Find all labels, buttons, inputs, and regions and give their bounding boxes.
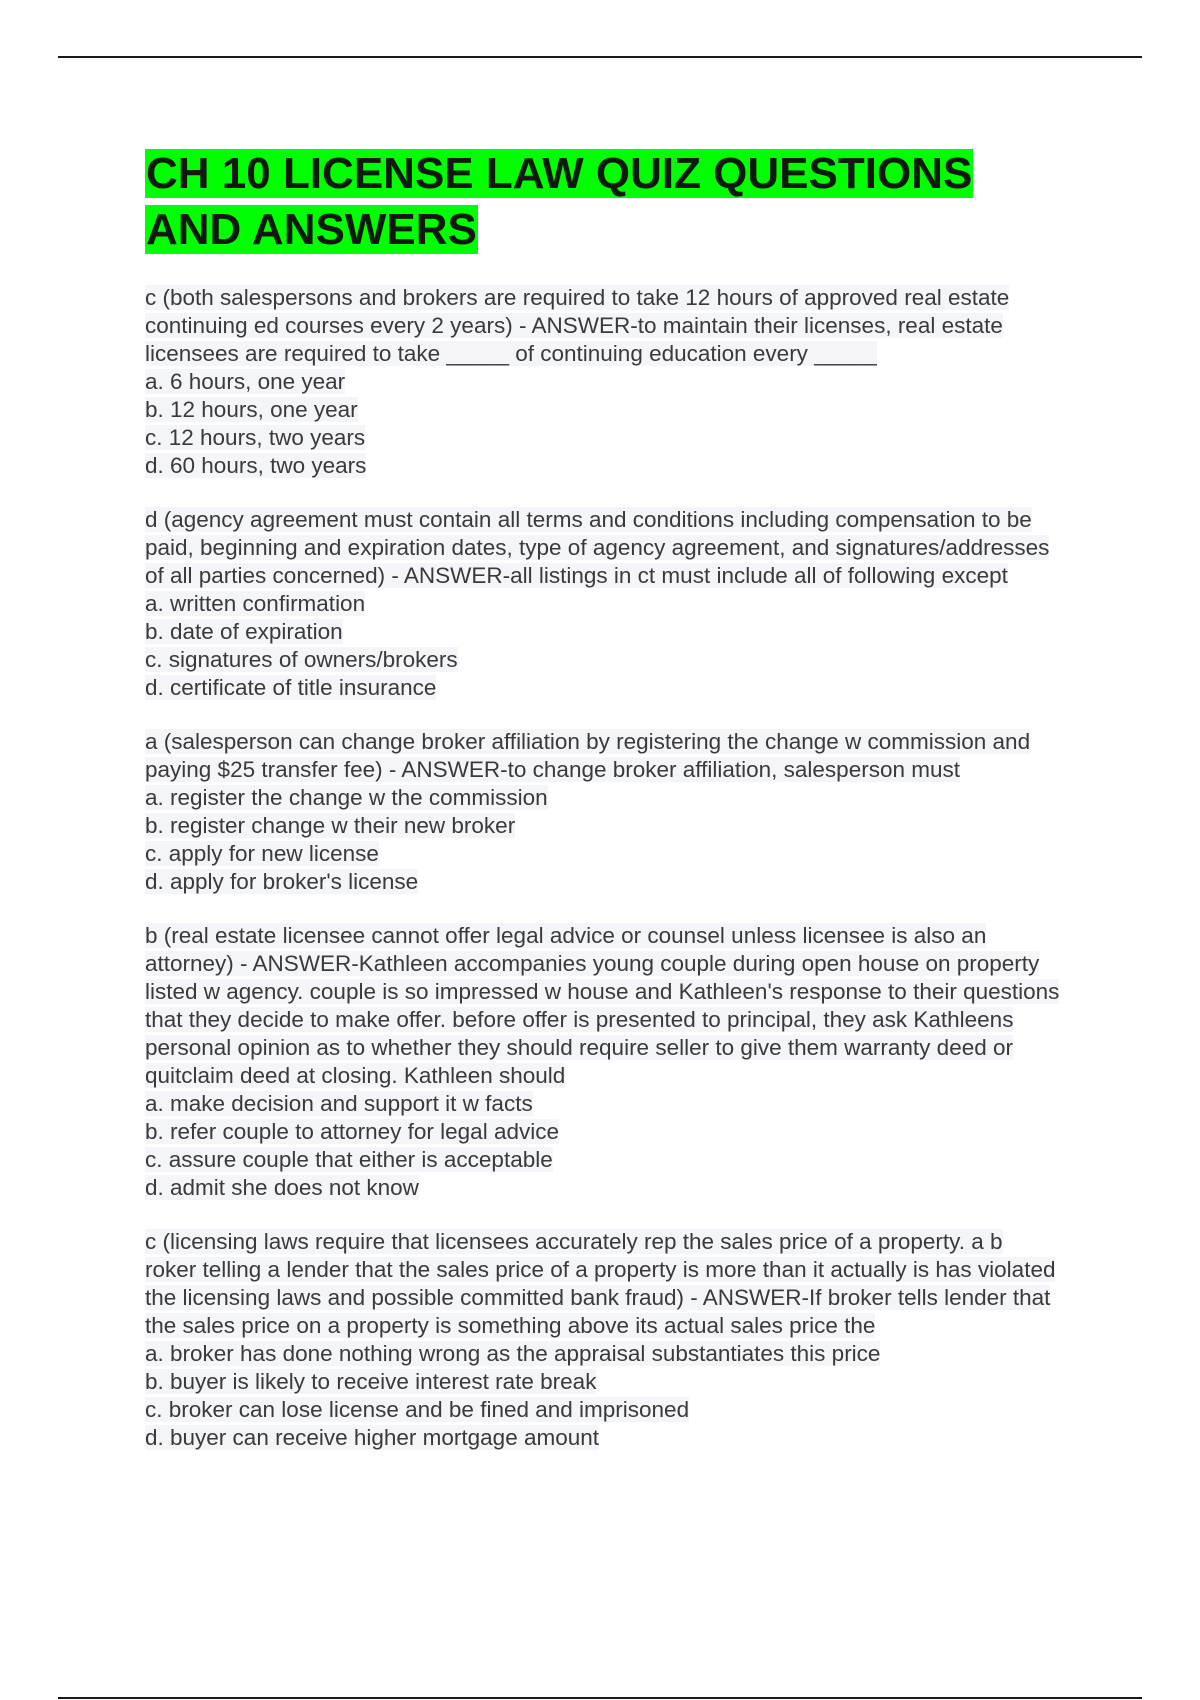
option-b [145,1368,1060,1396]
option-c [145,840,1060,868]
document-body [145,146,1060,1478]
option-a-text: a. 6 hours, one year [145,369,346,394]
question-text [145,1228,1060,1340]
document-title-text: CH 10 LICENSE LAW QUIZ QUESTIONS AND ANSWERS [146,149,973,254]
question-text [145,284,1060,368]
option-b-text: b. refer couple to attorney for legal advice [145,1119,559,1144]
option-b [145,1118,1060,1146]
option-d [145,1424,1060,1452]
question-text-content: d (agency agreement must contain all terms and conditions including compensation to be paid, beginning and expiration dates, type of agency agreement, and signatures/addresses of all parties concerned) - ANSWER-all listings in ct must include all of following except [145,507,1050,588]
option-d [145,674,1060,702]
option-d-text: d. apply for broker's license [145,869,419,894]
option-d-text: d. buyer can receive higher mortgage amount [145,1425,600,1450]
option-c-text: c. broker can lose license and be fined and imprisoned [145,1397,690,1422]
option-c-text: c. apply for new license [145,841,379,866]
question-text-content: a (salesperson can change broker affiliation by registering the change w commission and paying $25 transfer fee) - ANSWER-to change broker affiliation, salesperson must [145,729,1031,782]
qa-item-4 [145,922,1060,1202]
option-d-text: d. admit she does not know [145,1175,419,1200]
option-a [145,1340,1060,1368]
top-rule [58,56,1142,58]
option-b [145,396,1060,424]
bottom-rule [58,1697,1142,1699]
option-a-text: a. make decision and support it w facts [145,1091,533,1116]
question-text [145,728,1060,784]
option-a-text: a. broker has done nothing wrong as the appraisal substantiates this price [145,1341,881,1366]
question-text [145,922,1060,1090]
option-b [145,812,1060,840]
option-d [145,868,1060,896]
option-c-text: c. assure couple that either is acceptable [145,1147,553,1172]
question-text-content: b (real estate licensee cannot offer legal advice or counsel unless licensee is also an attorney) - ANSWER-Kathleen accompanies young couple during open house on property listed w agency. couple is so impressed w house and Kathleen's response to their questions that they decide to make offer. before offer is presented to principal, they ask Kathleens personal opinion as to whether they should require seller to give them warranty deed or quitclaim deed at closing. Kathleen should [145,923,1060,1088]
option-b-text: b. 12 hours, one year [145,397,358,422]
option-a-text: a. register the change w the commission [145,785,548,810]
option-b-text: b. date of expiration [145,619,343,644]
option-d-text: d. 60 hours, two years [145,453,367,478]
option-d [145,1174,1060,1202]
option-a [145,1090,1060,1118]
option-c [145,1146,1060,1174]
option-b-text: b. register change w their new broker [145,813,516,838]
qa-item-2 [145,506,1060,702]
option-c [145,424,1060,452]
option-a-text: a. written confirmation [145,591,366,616]
option-c-text: c. 12 hours, two years [145,425,366,450]
option-a [145,590,1060,618]
option-b-text: b. buyer is likely to receive interest rate break [145,1369,597,1394]
qa-item-5 [145,1228,1060,1452]
option-d [145,452,1060,480]
option-d-text: d. certificate of title insurance [145,675,437,700]
question-text [145,506,1060,590]
question-text-content: c (licensing laws require that licensees accurately rep the sales price of a property. a b roker telling a lender that the sales price of a property is more than it actually is has violated the licensing laws and possible committed bank fraud) - ANSWER-If broker tells lender that the sales price on a property is something above its actual sales price the [145,1229,1056,1338]
qa-item-3 [145,728,1060,896]
option-c [145,1396,1060,1424]
qa-item-1 [145,284,1060,480]
question-text-content: c (both salespersons and brokers are required to take 12 hours of approved real estate continuing ed courses every 2 years) - ANSWER-to maintain their licenses, real estate licensees are required to take _____ of continuing education every _____ [145,285,1010,366]
option-c [145,646,1060,674]
option-b [145,618,1060,646]
option-a [145,368,1060,396]
option-a [145,784,1060,812]
option-c-text: c. signatures of owners/brokers [145,647,458,672]
document-title [145,146,1060,258]
